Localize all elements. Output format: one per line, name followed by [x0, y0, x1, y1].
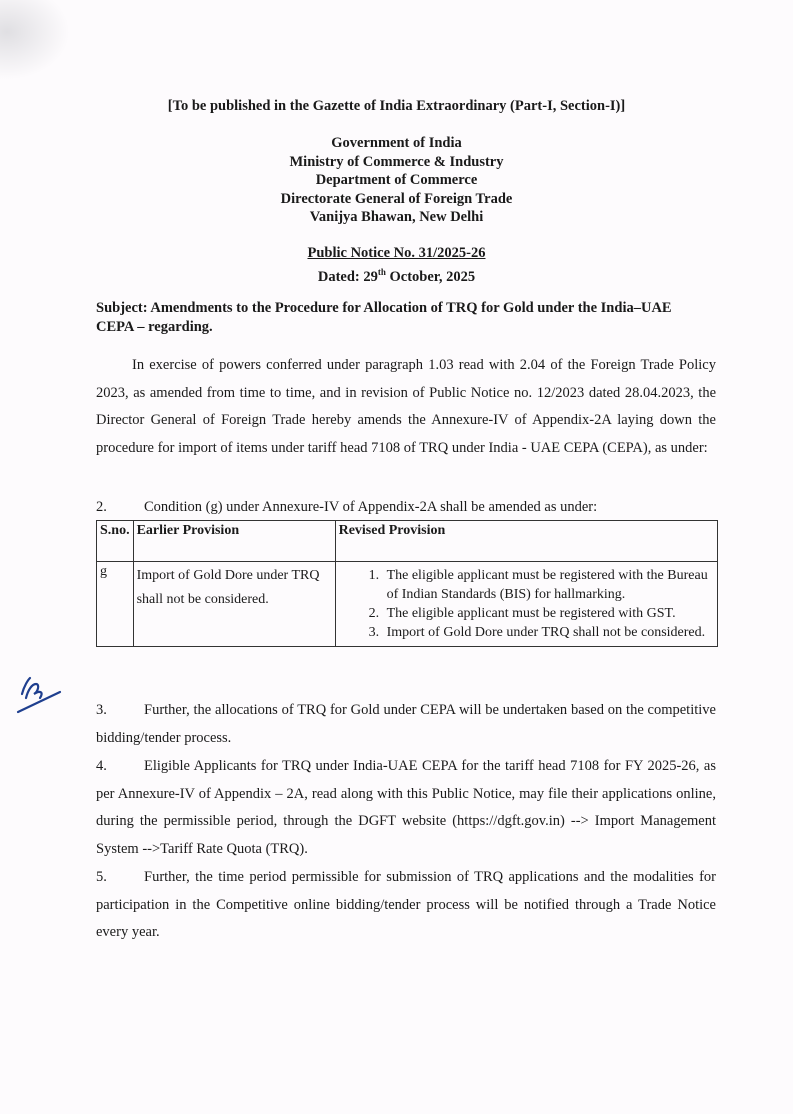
gazette-line: [To be published in the Gazette of India Extraordinary (Part-I, Section-I)] [167, 98, 626, 114]
paragraph-text: Further, the time period permissible for submission of TRQ applications and the modalities for participation in the Competitive online bidding/tender process will be notified through a Trade Notice every year. [96, 869, 716, 941]
table-row [97, 562, 718, 647]
paragraph-5 [96, 864, 716, 947]
paragraph-2 [96, 494, 716, 522]
cell-revised-provision [335, 562, 717, 647]
handwritten-initials-icon [14, 672, 78, 722]
paragraph-1: In exercise of powers conferred under paragraph 1.03 read with 2.04 of the Foreign Trade Policy 2023, as amended from time to time, and in revision of Public Notice no. 12/2023 dated 28.04.2023, the Director General of Foreign Trade hereby amends the Annexure-IV of Appendix-2A laying down the procedure for import of items under tariff head 7108 of TRQ under India - UAE CEPA (CEPA), as under: [96, 357, 716, 457]
paragraph-text: Further, the allocations of TRQ for Gold under CEPA will be undertaken based on the competitive bidding/tender process. [96, 702, 716, 746]
subject-line: Subject: Amendments to the Procedure for Allocation of TRQ for Gold under the India–UAE CEPA – regarding. [96, 300, 672, 335]
header-sno: S.no. [97, 521, 134, 562]
paragraph-text: Condition (g) under Annexure-IV of Appendix-2A shall be amended as under: [144, 499, 598, 515]
paragraph-3 [96, 697, 716, 752]
header-earlier-provision: Earlier Provision [133, 521, 335, 562]
cell-earlier-provision: Import of Gold Dore under TRQ shall not be considered. [133, 562, 335, 647]
notice-number: Public Notice No. 31/2025-26 [307, 245, 486, 261]
scan-smudge [0, 0, 70, 80]
org-line-address: Vanijya Bhawan, New Delhi [309, 209, 484, 225]
date-suffix-sup: th [377, 266, 386, 277]
paragraph-number: 5. [96, 869, 107, 885]
organization-header [0, 134, 793, 227]
date-prefix: Dated: 29 [317, 268, 378, 285]
paragraph-4 [96, 753, 716, 864]
paragraph-number: 4. [96, 758, 107, 774]
paragraph-number: 3. [96, 702, 107, 718]
org-line-government: Government of India [331, 135, 462, 151]
revised-item: 2. The eligible applicant must be registered with GST. [383, 604, 714, 623]
revised-item: 1. The eligible applicant must be registered with the Bureau of Indian Standards (BIS) for hallmarking. [383, 566, 714, 604]
org-line-ministry: Ministry of Commerce & Industry [289, 153, 504, 170]
notice-block [0, 244, 793, 286]
cell-sno: g [97, 562, 134, 647]
org-line-department: Department of Commerce [315, 172, 478, 188]
date-month-year: October, 2025 [385, 268, 476, 285]
provision-table [96, 520, 718, 647]
org-line-directorate: Directorate General of Foreign Trade [280, 190, 513, 207]
header-revised-provision: Revised Provision [335, 521, 717, 562]
paragraph-text: Eligible Applicants for TRQ under India-UAE CEPA for the tariff head 7108 for FY 2025-26, as per Annexure-IV of Appendix – 2A, read along with this Public Notice, may file their applications online, during the permissible period, through the DGFT website (https://dgft.gov.in) --> Import Management System -->Tariff Rate Quota (TRQ). [96, 758, 716, 858]
revised-item: 3. Import of Gold Dore under TRQ shall not be considered. [383, 623, 714, 642]
paragraph-number: 2. [96, 499, 107, 515]
table-header-row [97, 521, 718, 562]
notice-date [0, 263, 793, 286]
